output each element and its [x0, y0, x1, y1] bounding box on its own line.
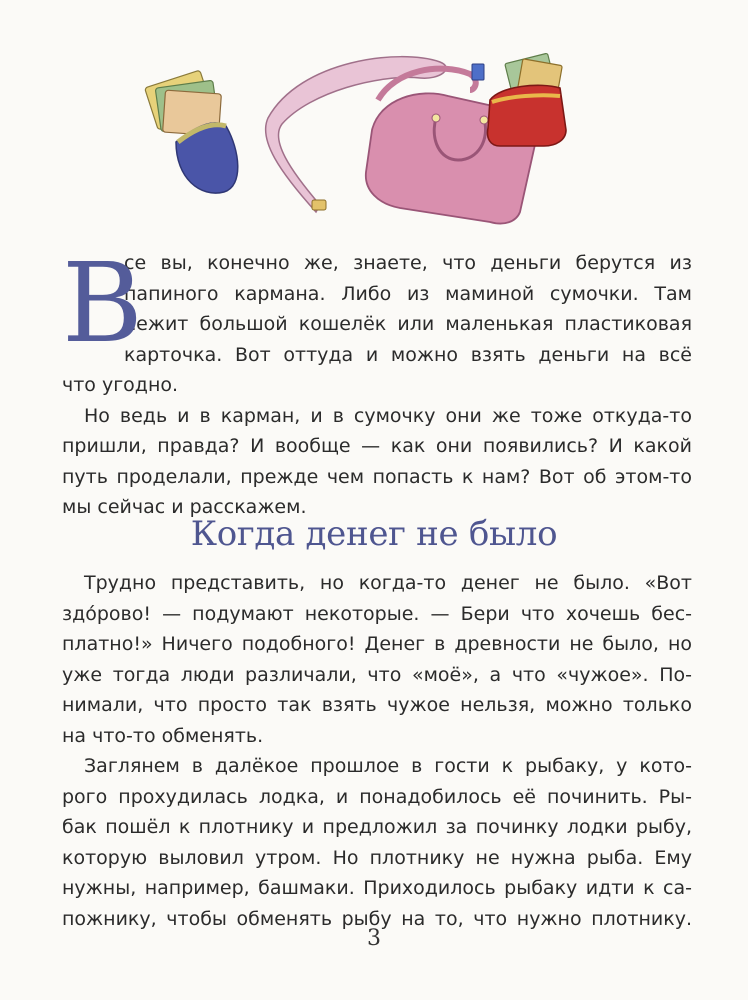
text-line: что угодно.: [62, 374, 179, 396]
text-line: пришли, правда? И вообще — как они появились? И какой: [62, 435, 692, 457]
section-paragraph-1: [62, 568, 692, 751]
intro-paragraph-2: [62, 401, 692, 523]
text-line: нужны, например, башмаки. Приходилось рыбаку идти к са-: [62, 877, 692, 899]
section-paragraph-2: [62, 751, 692, 934]
text-line: нимали, что просто так взять чужое нельзя, можно только: [62, 694, 692, 716]
text-line: рого прохудилась лодка, и понадобилось её починить. Ры-: [62, 785, 692, 808]
text-line: бак пошёл к плотнику и предложил за починку лодки рыбу,: [62, 816, 692, 838]
text-line: мы сейчас и расскажем.: [62, 496, 307, 518]
text-line: которую выловил утром. Но плотнику не нужна рыба. Ему: [62, 846, 692, 869]
text-line: Заглянем в далёкое прошлое в гости к рыбаку, у кото-: [84, 755, 692, 777]
intro-section: [62, 239, 692, 523]
text-line: карточка. Вот оттуда и можно взять деньги на всё: [124, 343, 692, 366]
text-line: уже тогда люди различали, что «моё», а что «чужое». По-: [62, 663, 692, 686]
text-line: здо́рово! — подумают некоторые. — Бери что хочешь бес-: [62, 602, 692, 625]
drop-cap-letter: В: [62, 239, 143, 367]
text-line: Но ведь и в карман, и в сумочку они же тоже откуда-то: [84, 404, 692, 427]
purse-with-banknotes-icon: [145, 70, 238, 193]
text-line: платно!» Ничего подобного! Денег в древности не было, но: [62, 633, 692, 655]
intro-paragraph-1: [62, 248, 692, 401]
text-line: лежит большой кошелёк или маленькая пластиковая: [124, 313, 692, 335]
red-wallet-with-money-icon: [488, 53, 567, 146]
text-line: путь проделали, прежде чем попасть к нам? Вот об этом-то: [62, 465, 692, 488]
text-line: папиного кармана. Либо из маминой сумочки. Там: [124, 282, 692, 305]
money-illustration: [0, 0, 748, 240]
section-body: [62, 568, 692, 934]
section-heading: Когда денег не было: [190, 514, 558, 554]
page-number: 3: [367, 926, 381, 951]
text-line: се вы, конечно же, знаете, что деньги берутся из: [124, 252, 692, 274]
text-line: Трудно представить, но когда-то денег не было. «Вот: [84, 572, 692, 594]
text-line: на что-то обменять.: [62, 724, 264, 747]
text-line: пожнику, чтобы обменять рыбу на то, что нужно плотнику.: [62, 907, 692, 930]
